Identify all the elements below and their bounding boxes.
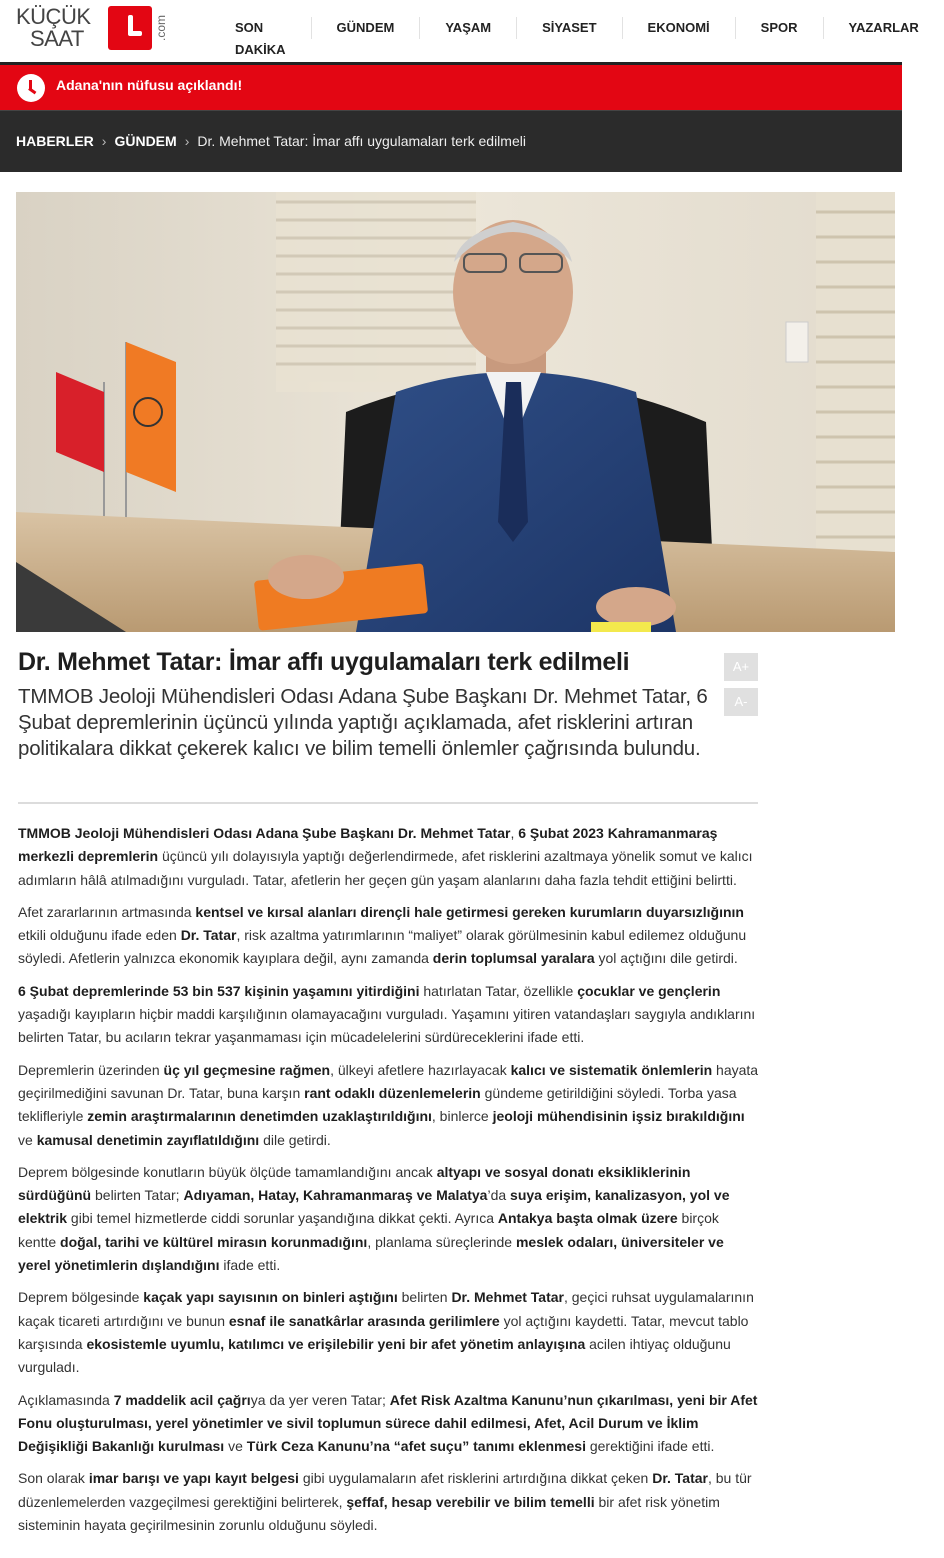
- bold-text: 6 Şubat 2023 Kahramanmaraş merkezli depremlerin: [18, 825, 718, 865]
- bold-text: Antakya başta olmak üzere: [497, 1210, 678, 1227]
- bold-text: üç yıl geçmesine rağmen: [163, 1061, 331, 1078]
- bold-text: şeffaf, hesap verebilir ve bilim temelli: [346, 1493, 595, 1510]
- nav-yazarlar[interactable]: YAZARLAR: [823, 17, 944, 39]
- breadcrumb: [16, 133, 526, 149]
- bold-text: kentsel ve kırsal alanları dirençli hale getirmesi gereken kurumların duyarsızlığının: [195, 903, 744, 920]
- article-paragraph: [18, 1389, 760, 1459]
- article-paragraph: [18, 1467, 760, 1537]
- text-segment: etkili olduğunu ifade eden: [18, 927, 181, 944]
- bold-text: kamusal denetimin zayıflatıldığını: [36, 1131, 260, 1148]
- bold-text: meslek odaları, üniversiteler ve yerel yönetimlerin dışlandığını: [18, 1233, 724, 1274]
- text-segment: ’da: [487, 1187, 511, 1204]
- site-header: [0, 0, 919, 62]
- article-paragraph: [18, 1059, 760, 1152]
- article-body: [18, 822, 760, 1546]
- text-segment: gerektiğini ifade etti.: [585, 1438, 715, 1455]
- text-segment: ya da yer veren Tatar;: [250, 1391, 390, 1408]
- bold-text: altyapı ve sosyal donatı eksikliklerinin sürdüğünü: [18, 1163, 691, 1204]
- article-paragraph: [18, 822, 760, 892]
- text-segment: , binlerce: [431, 1108, 493, 1125]
- bold-text: Dr. Tatar: [180, 927, 237, 944]
- text-segment: dile getirdi.: [259, 1131, 331, 1148]
- text-segment: ve: [18, 1131, 37, 1148]
- article-paragraph: [18, 901, 760, 971]
- nav-yasam[interactable]: YAŞAM: [419, 17, 516, 39]
- text-segment: ,: [510, 825, 519, 841]
- bold-text: rant odaklı düzenlemelerin: [304, 1084, 481, 1101]
- text-segment: üçüncü yılı dolayısıyla yaptığı değerlendirmede, afet risklerini azaltmaya yönelik somut ve kalıcı adımların hâlâ atılmadığını vurguladı. Tatar, afetlerin her geçen gün yaşam alanlarını daha fazla tehdit ettiğini belirtti.: [18, 848, 753, 888]
- text-segment: , risk azaltma yatırımlarının “maliyet” olarak görülmesinin kabul edilemez olduğunu söyledi. Afetlerin yalnızca ekonomik kayıplara değil, aynı zamanda: [18, 927, 747, 967]
- bold-text: imar barışı ve yapı kayıt belgesi: [88, 1470, 299, 1487]
- text-segment: gibi uygulamaların afet risklerini artırdığına dikkat çeken: [298, 1470, 653, 1487]
- bold-text: kaçak yapı sayısının on binleri aştığını: [143, 1289, 398, 1306]
- logo-domain: .com: [154, 15, 168, 42]
- bold-text: Türk Ceza Kanunu’na “afet suçu” tanımı eklenmesi: [246, 1438, 586, 1455]
- chevron-right-icon: ›: [184, 133, 190, 149]
- text-segment: yol açtığını dile getirdi.: [594, 950, 738, 967]
- bold-text: zemin araştırmalarının denetimden uzaklaştırıldığını: [87, 1108, 432, 1125]
- text-segment: yaşadığı kayıpların hiçbir maddi karşılığının olamayacağını vurguladı. Yaşamını yitiren vatandaşları saygıyla andıklarını belirten Tatar, bu acıların tekrar yaşanmaması için mücadelelerini sürdüreceklerini ifade etti.: [18, 1006, 756, 1046]
- text-segment: ve: [224, 1438, 247, 1455]
- article-title: Dr. Mehmet Tatar: İmar affı uygulamaları terk edilmeli: [18, 648, 630, 676]
- bold-text: Afet Risk Azaltma Kanunu’nun çıkarılması, yeni bir Afet Fonu oluşturulması, yerel yönetimler ve sivil toplumun sürece dahil edilmesi, Afet, Acil Durum ve İklim Değişikliği Bakanlığı kurulması: [18, 1391, 758, 1455]
- text-segment: , planlama süreçlerinde: [367, 1233, 516, 1250]
- bold-text: esnaf ile sanatkârlar arasında gerilimlere: [228, 1312, 500, 1329]
- article-paragraph: [18, 980, 760, 1050]
- text-segment: yol açtığını kaydetti. Tatar, mevcut tablo karşısında: [18, 1312, 749, 1352]
- text-segment: , geçici ruhsat uygulamalarının kaçak ticareti artırdığını ve bunun: [18, 1289, 754, 1329]
- breadcrumb-home[interactable]: HABERLER: [16, 133, 94, 149]
- breadcrumb-bar: [0, 110, 902, 172]
- text-segment: Deprem bölgesinde konutların büyük ölçüde tamamlandığını ancak: [18, 1163, 437, 1180]
- site-logo[interactable]: [14, 4, 174, 58]
- text-segment: acilen ihtiyaç olduğunu vurguladı.: [18, 1335, 731, 1376]
- text-segment: belirten: [397, 1289, 452, 1306]
- bold-text: kalıcı ve sistematik önlemlerin: [510, 1061, 713, 1078]
- text-segment: bir afet risk yönetim sisteminin hayata geçirilmesinin zorunlu olduğunu söyledi.: [18, 1493, 720, 1534]
- text-segment: Açıklamasında: [18, 1391, 114, 1408]
- clock-icon: [17, 74, 45, 102]
- nav-son-dakika[interactable]: SON DAKİKA: [235, 20, 286, 57]
- main-nav: [210, 0, 944, 56]
- bold-text: jeoloji mühendisinin işsiz bırakıldığını: [492, 1108, 745, 1125]
- bold-text: doğal, tarihi ve kültürel mirasın korunmadığını: [60, 1233, 368, 1250]
- breadcrumb-current: Dr. Mehmet Tatar: İmar affı uygulamaları terk edilmeli: [197, 133, 526, 149]
- text-segment: hayata geçirilmediğini savunan Dr. Tatar, buna karşın: [18, 1061, 759, 1101]
- breaking-news-link[interactable]: Adana'nın nüfusu açıklandı!: [56, 77, 243, 93]
- font-decrease-button[interactable]: A-: [724, 688, 758, 716]
- clock-logo-icon: [108, 6, 152, 50]
- bold-text: 6 Şubat depremlerinde 53 bin 537 kişinin yaşamını yitirdiğini: [18, 982, 420, 999]
- text-segment: hatırlatan Tatar, özellikle: [419, 982, 578, 999]
- article-paragraph: [18, 1286, 760, 1379]
- text-segment: gündeme getirildiğini söyledi. Torba yasa teklifleriyle: [18, 1084, 737, 1125]
- bold-text: Dr. Mehmet Tatar: [451, 1289, 564, 1306]
- article-summary: TMMOB Jeoloji Mühendisleri Odası Adana Şube Başkanı Dr. Mehmet Tatar, 6 Şubat depremlerinin üçüncü yılında yaptığı açıklamada, afet risklerini artıran politikalara dikkat çekerek kalıcı ve bilim temelli önlemler çağrısında bulundu.: [18, 685, 708, 760]
- bold-text: ekosistemle uyumlu, katılımcı ve erişilebilir yeni bir afet yönetim anlayışına: [86, 1335, 586, 1352]
- text-segment: Son olarak: [18, 1470, 89, 1487]
- breaking-news-bar: [0, 62, 902, 110]
- text-segment: Deprem bölgesinde: [18, 1289, 144, 1306]
- text-segment: Afet zararlarının artmasında: [18, 903, 196, 920]
- bold-text: Adıyaman, Hatay, Kahramanmaraş ve Malatya: [183, 1187, 488, 1204]
- article-paragraph: [18, 1161, 760, 1277]
- breadcrumb-section[interactable]: GÜNDEM: [114, 133, 177, 149]
- nav-ekonomi[interactable]: EKONOMİ: [622, 17, 735, 39]
- nav-gundem[interactable]: GÜNDEM: [311, 17, 420, 39]
- text-segment: ifade etti.: [219, 1257, 281, 1274]
- bold-text: derin toplumsal yaralara: [432, 950, 595, 967]
- bold-text: Dr. Tatar: [652, 1470, 708, 1487]
- nav-siyaset[interactable]: SİYASET: [516, 17, 621, 39]
- text-segment: , bu tür düzenlemelerden vazgeçilmesi gerektiğini belirterek,: [18, 1470, 752, 1510]
- article-hero-image: [16, 192, 895, 632]
- logo-text-bottom: SAAT: [30, 26, 84, 51]
- font-increase-button[interactable]: A+: [724, 653, 758, 681]
- bold-text: 7 maddelik acil çağrı: [113, 1391, 251, 1408]
- chevron-right-icon: ›: [101, 133, 107, 149]
- text-segment: belirten Tatar;: [91, 1187, 184, 1204]
- bold-text: çocuklar ve gençlerin: [577, 982, 721, 999]
- bold-text: TMMOB Jeoloji Mühendisleri Odası Adana Şube Başkanı Dr. Mehmet Tatar: [18, 825, 511, 841]
- logo-text-top: KÜÇÜK: [16, 4, 91, 29]
- divider: [18, 802, 758, 804]
- nav-spor[interactable]: SPOR: [735, 17, 823, 39]
- text-segment: Depremlerin üzerinden: [18, 1061, 164, 1078]
- bold-text: suya erişim, kanalizasyon, yol ve elektrik: [18, 1187, 730, 1227]
- text-segment: , ülkeyi afetlere hazırlayacak: [330, 1061, 511, 1078]
- text-segment: birçok kentte: [18, 1210, 719, 1250]
- text-segment: gibi temel hizmetlerde ciddi sorunlar yaşandığına dikkat çekti. Ayrıca: [67, 1210, 498, 1227]
